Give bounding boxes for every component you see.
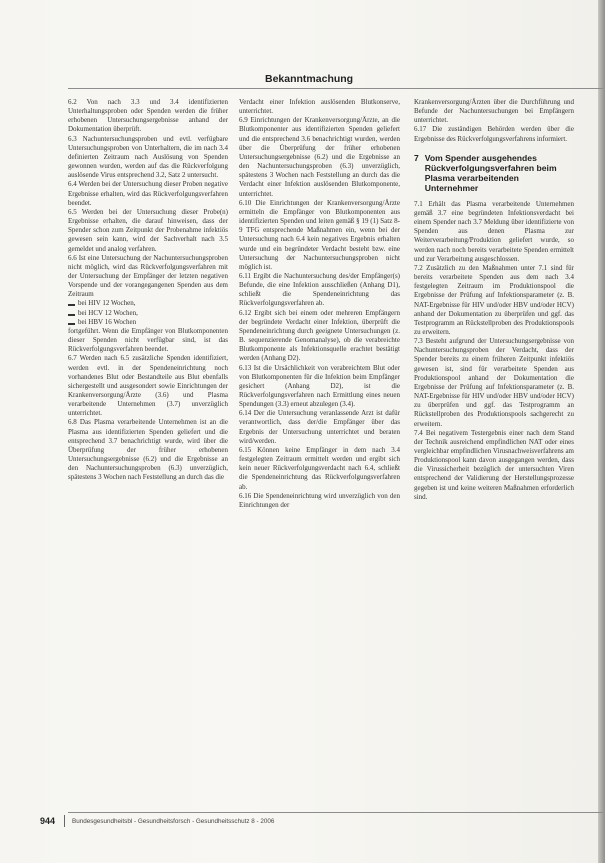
period-list [68,299,228,326]
paragraph-6-17: 6.17 Die zuständigen Behörden werden über die Ergebnisse des Rückverfolgungsverfahrens informiert. [414,125,574,143]
page-edge-shadow [598,0,605,863]
paragraph-6-4: 6.4 Werden bei der Untersuchung dieser Proben negative Ergebnisse erhalten, wird das Rückverfolgungsverfahren beendet. [68,180,228,207]
text-column-2 [239,98,400,510]
paragraph-6-3: 6.3 Nachuntersuchungsproben und evtl. verfügbare Untersuchungsproben von Unterhaltern, die im nach 3.4 definierten Zeitraum nach Auslösung von Spenden gewonnen wurden, werden auf das die Rückverfolgung auslösende Virus entsprechend 3.2, Satz 2 untersucht. [68,134,228,180]
list-item: bei HIV 12 Wochen, [68,299,228,308]
paragraph-6-13: 6.13 Ist die Ursächlichkeit von verabreichtem Blut oder von Blutkomponenten für die Infektion beim Empfänger gesichert (Anhang D2), ist die Rückverfolgungsverfahren nach Ermittlung eines neuen Spendungen (3.3) erneut abzulegen (3.4). [239,363,400,409]
section-title: Vom Spender ausgehendes Rückverfolgungsverfahren beim Plasma verarbeitenden Unternehmer [424,152,557,193]
footer-separator [64,815,65,827]
header-rule [68,88,603,89]
dash-bullet-icon [68,314,75,316]
paragraph-6-6: 6.6 Ist eine Untersuchung der Nachuntersuchungsproben nicht möglich, wird das Rückverfolgungsverfahren mit der Untersuchung der Empfänger der letzten negativen Vorspende und der vorangegangenen Spenden aus dem Zeitraum [68,253,228,299]
paragraph-7-2: 7.2 Zusätzlich zu den Maßnahmen unter 7.1 sind für bereits verarbeitete Spenden aus dem nach 3.4 festgelegten Zeitraum im Produktionspool die Ergebnisse der Prüfung auf Infektionsparameter (z. B. NAT-Ergebnisse für HIV und/oder HBV und/oder HCV) anhand der Dokumentation zu überprüfen und ggf. das Testprogramm an Rückstellproben des Produktionspools zu erweitern. [414,263,574,336]
paragraph-6-12: 6.12 Ergibt sich bei einem oder mehreren Empfängern der begründete Verdacht einer Infektion, überprüft die Spendeneinrichtung durch geeignete Untersuchungen (z. B. sequenzierende Genomanalyse), ob die verabreichte Blutkomponente als Infektionsquelle erachtet bestätigt werden (Anhang D2). [239,308,400,363]
list-item: bei HBV 16 Wochen [68,318,228,327]
paragraph-6-16-continued: Krankenversorgung/Ärzten über die Durchführung und Befunde der Nachuntersuchungen bei Empfängern unterrichtet. [414,98,574,125]
page-number: 944 [40,816,56,826]
paragraph-7-1: 7.1 Erhält das Plasma verarbeitende Unternehmen gemäß 3.7 eine begründeten Infektionsverdacht bei einem Spender nach 3.7 Meldung über identifizierte von Spenden aus denen Plasma zur Weiterverarbeitung/Produktion geliefert wurde, so werden nach noch bereits verarbeitete Spenden ermittelt und zur Verarbeitung ausgeschlossen. [414,199,574,263]
paragraph-7-3: 7.3 Besteht aufgrund der Untersuchungsergebnisse von Nachuntersuchungsproben der Verdacht, dass der Spender bereits zu einem früheren Zeitpunkt infektiös gewesen ist, sind für verarbeitete Spenden aus Produktionspool anhand der Dokumentation die Ergebnisse der Prüfung auf Infektionsparameter (z. B. NAT-Ergebnisse für HIV und/oder HBV und/oder HCV) zu überprüfen und ggf. das Testprogramm an Rückstellproben des Produktionspools sachgerecht zu erweitern. [414,337,574,428]
paragraph-6-7: 6.7 Werden nach 6.5 zusätzliche Spenden identifiziert, werden evtl. in der Spendeneinrichtung noch vorhandenes Blut oder Bestandteile aus Blut ebenfalls sichergestellt und ausgesondert sowie Einrichtungen der Krankenversorgung/Ärzte (3.6) und Plasma verarbeitende Unternehmen (3.7) unverzüglich unterrichtet. [68,354,228,418]
paragraph-6-14: 6.14 Der die Untersuchung veranlassende Arzt ist dafür verantwortlich, dass der/die Empfänger über das Ergebnis der Untersuchung unterrichtet und beraten wird/werden. [239,409,400,445]
journal-citation: Bundesgesundheitsbl - Gesundheitsforsch - Gesundheitsschutz 8 - 2006 [72,818,275,825]
paragraph-6-8: 6.8 Das Plasma verarbeitende Unternehmen ist an die Plasma aus identifizierten Spenden geliefert und die entsprechend 3.7 benachrichtigt wurde, wird über die Überprüfung der früher erhobenen Untersuchungsergebnisse (6.2) und die Ergebnisse an den Nachuntersuchungsproben (6.3) unverzüglich, spätestens 3 Wochen nach Feststellung an durch das die [68,418,228,482]
section-number: 7 [414,152,419,163]
page-header-title: Bekanntmachung [265,73,354,85]
text-column-3 [414,98,574,502]
paragraph-7-4: 7.4 Bei negativem Testergebnis einer nach dem Stand der Technik ausreichend empfindlichen NAT oder eines vergleichbar empfindlichen Virusnachweisverfahrens am Produktionspool kann davon ausgegangen werden, dass die Virussicherheit bezüglich der untersuchten Viren entsprechend der Validierung der Herstellungsprozesse gegeben ist und keine weiteren Maßnahmen erforderlich sind. [414,428,574,501]
footer-rule [68,812,603,813]
paragraph-6-8-continued: Verdacht einer Infektion auslösenden Blutkonserve, unterrichtet. [239,98,400,116]
list-item: bei HCV 12 Wochen, [68,309,228,318]
paragraph-6-10: 6.10 Die Einrichtungen der Krankenversorgung/Ärzte ermitteln die Empfänger von Blutkomponenten aus identifizierten Spenden und leiten gemäß § 19 (1) Satz 8-9 TFG entsprechende Maßnahmen ein, wenn bei der Untersuchung nach 6.4 kein negatives Ergebnis erhalten wurde und ein begründeter Verdacht besteht bzw. eine Untersuchung der Nachuntersuchungsproben nicht möglich ist. [239,198,400,271]
paragraph-6-16: 6.16 Die Spendeneinrichtung wird unverzüglich von den Einrichtungen der [239,491,400,509]
paragraph-6-15: 6.15 Können keine Empfänger in dem nach 3.4 festgelegten Zeitraum ermittelt werden und ergibt sich kein neuer Rückverfolgungsverdacht nach 6.4, schließt die Spendeneinrichtung das Rückverfolgungsverfahren ab. [239,445,400,491]
paragraph-6-5: 6.5 Werden bei der Untersuchung dieser Probe(n) Ergebnisse erhalten, die darauf hinweisen, dass der Spender schon zum Zeitpunkt der Probenahme infektiös gewesen sein kann, wird der Sachverhalt nach 3.5 gemeldet und analog verfahren. [68,207,228,253]
text-column-1 [68,98,228,483]
paragraph-6-2: 6.2 Von nach 3.3 und 3.4 identifizierten Unterhaltungsproben oder Spenden werden die früher erhobenen Untersuchungsergebnisse anhand der Dokumentation überprüft. [68,98,228,134]
paragraph-6-6-continued: fortgeführt. Wenn die Empfänger von Blutkomponenten dieser Spenden nicht verfügbar sind, ist das Rückverfolgungsverfahren beendet. [68,326,228,354]
paragraph-6-9: 6.9 Einrichtungen der Krankenversorgung/Ärzte, an die Blutkomponenter aus identifizierten Spenden geliefert und die entsprechend 3.6 benachrichtigt wurden, werden über die Überprüfung der früher erhobenen Untersuchungsergebnisse (6.2) und die Ergebnisse an den Nachuntersuchungsproben (6.3) unverzüglich, spätestens 3 Wochen nach Feststellung an durch das die Verdacht einer Infektion auslösenden Blutkomponente, unterrichtet. [239,116,400,198]
dash-bullet-icon [68,304,75,306]
dash-bullet-icon [68,323,75,325]
paragraph-6-11: 6.11 Ergibt die Nachuntersuchung des/der Empfänger(s) Befunde, die eine Infektion ausschließen (Anhang D1), schließt die Spendeneinrichtung das Rückverfolgungsverfahren ab. [239,271,400,308]
section-7-heading [414,153,574,193]
